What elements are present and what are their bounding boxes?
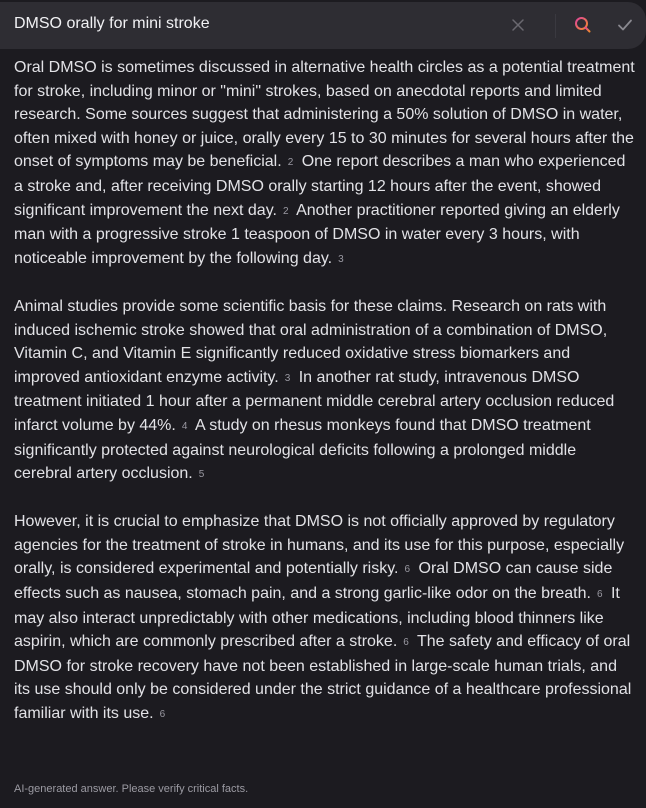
answer-paragraph xyxy=(14,56,636,271)
citation-link[interactable]: 6 xyxy=(404,564,411,576)
answer-text: However, it is crucial to emphasize that DMSO is not officially approved by regulatory agencies for the treatment of stroke in humans, and its use for this purpose, especially orally, is considered experimental and potentially risky. xyxy=(14,513,625,578)
citation-link[interactable]: 6 xyxy=(596,589,603,601)
citation-link[interactable]: 3 xyxy=(284,372,291,384)
answer-text: In another rat study, intravenous DMSO treatment initiated 1 hour after a permanent middle cerebral artery occlusion reduced infarct volume by 44%. xyxy=(14,368,615,434)
citation-link[interactable]: 3 xyxy=(338,253,344,265)
ai-disclaimer: AI-generated answer. Please verify critical facts. xyxy=(14,783,249,795)
answer-text: Another practitioner reported giving an elderly man with a progressive stroke 1 teaspoon of DMSO in water every 3 hours, with noticeable improvement by the following day. xyxy=(14,201,620,267)
answer-text: Oral DMSO is sometimes discussed in alternative health circles as a potential treatment for stroke, including minor or "mini" strokes, based on anecdotal reports and limited research. Some sources suggest that administering a 50% solution of DMSO in water, often mixed with honey or juice, orally every 15 to 30 minutes for several hours after the onset of symptoms may be beneficial. xyxy=(14,59,635,171)
answer-text: A study on rhesus monkeys found that DMSO treatment significantly protected against neurological deficits following a prolonged middle cerebral artery occlusion. xyxy=(14,416,591,483)
answer-paragraph xyxy=(14,510,636,726)
search-icon[interactable] xyxy=(574,16,592,34)
answer-paragraph xyxy=(14,295,636,487)
citation-link[interactable]: 6 xyxy=(403,637,409,649)
citation-link[interactable]: 4 xyxy=(181,420,188,432)
citation-link[interactable]: 5 xyxy=(198,469,205,481)
citation-link[interactable]: 2 xyxy=(287,157,294,169)
answer-text: The safety and efficacy of oral DMSO for stroke recovery have not been established in large-scale human trials, and its use should only be considered under the strict guidance of a healthcare professional familiar with its use. xyxy=(14,633,632,723)
answer-text: Oral DMSO can cause side effects such as nausea, stomach pain, and a strong garlic-like odor on the breath. xyxy=(14,560,613,603)
answer-text: One report describes a man who experienced a stroke and, after receiving DMSO orally starting 12 hours after the event, showed significant improvement the next day. xyxy=(14,153,626,219)
search-bar xyxy=(0,2,646,49)
citation-link[interactable]: 6 xyxy=(159,709,166,721)
citation-link[interactable]: 2 xyxy=(282,205,289,217)
answer-text: It may also interact unpredictably with other medications, including blood thinners like aspirin, which are commonly prescribed after a stroke. xyxy=(14,585,620,651)
check-icon[interactable] xyxy=(616,16,634,34)
answer-text: Animal studies provide some scientific basis for these claims. Research on rats with induced ischemic stroke showed that oral administration of a combination of DMSO, Vitamin C, and Vitamin E significantly reduced oxidative stress biomarkers and improved antioxidant enzyme activity. xyxy=(14,297,608,386)
toolbar-divider xyxy=(555,14,556,38)
answer-content xyxy=(14,56,636,750)
search-input[interactable]: DMSO orally for mini stroke xyxy=(14,15,210,32)
close-icon[interactable] xyxy=(509,16,527,34)
